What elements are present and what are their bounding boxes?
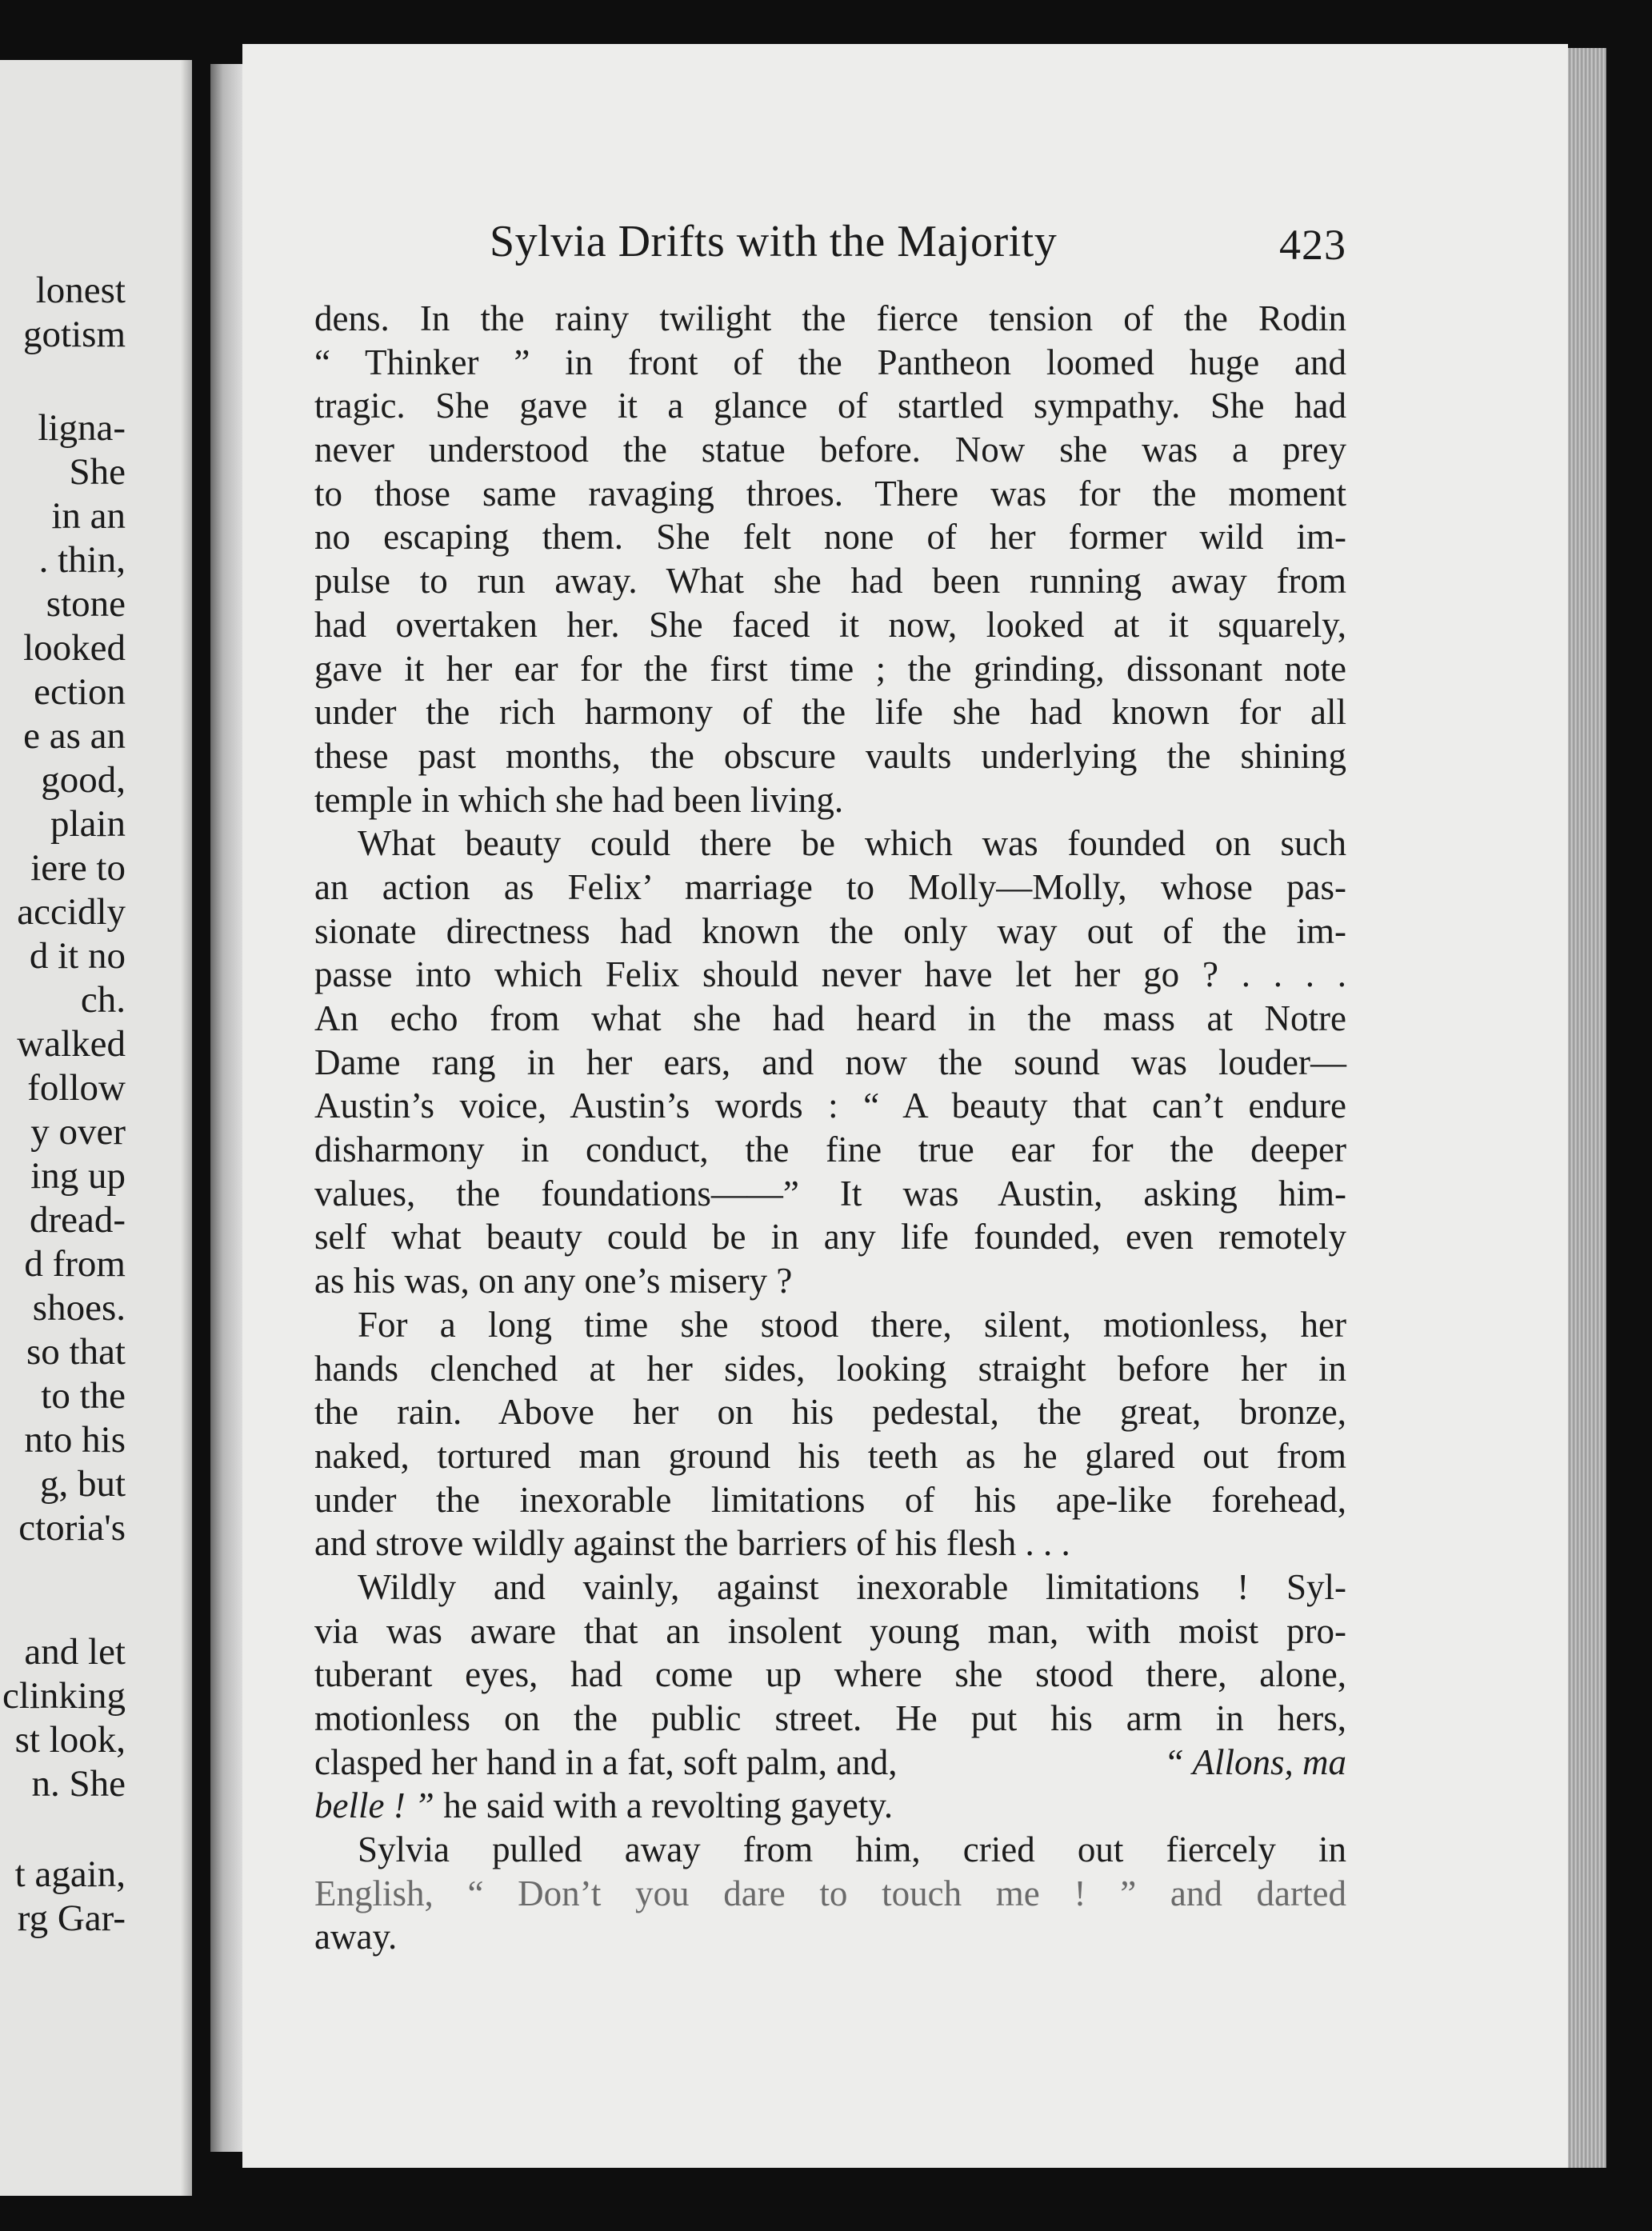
text-line: hands clenched at her sides, looking straight before her in	[314, 1348, 1346, 1389]
left-page-line-fragment: ing up	[30, 1155, 126, 1197]
left-page-line-fragment: stone	[46, 583, 126, 625]
text-segment: he said with a revolting gayety.	[443, 1785, 894, 1826]
text-line: sionate directness had known the only way out of the im-	[314, 910, 1346, 951]
text-line: English, “ Don’t you dare to touch me ! ” and darted	[314, 1873, 1346, 1913]
text-line: values, the foundations——” It was Austin, asking him-	[314, 1173, 1346, 1213]
text-line: temple in which she had been living.	[314, 779, 844, 820]
text-line: had overtaken her. She faced it now, looked at it squarely,	[314, 604, 1346, 645]
left-page-line-fragment: so that	[26, 1331, 126, 1373]
text-line: disharmony in conduct, the fine true ear for the deeper	[314, 1129, 1346, 1170]
text-line: self what beauty could be in any life founded, even remotely	[314, 1217, 1346, 1257]
left-page-line-fragment: to the	[41, 1375, 126, 1417]
page-header	[242, 214, 1568, 270]
paragraph-start-line: For a long time she stood there, silent, motionless, her	[358, 1304, 1346, 1345]
left-page-line-fragment: ection	[34, 671, 126, 713]
text-line: “ Thinker ” in front of the Pantheon loomed huge and	[314, 342, 1346, 382]
text-line: an action as Felix’ marriage to Molly—Molly, whose pas-	[314, 866, 1346, 907]
right-page	[242, 44, 1568, 2168]
text-line: via was aware that an insolent young man, with moist pro-	[314, 1610, 1346, 1651]
body-text	[314, 297, 1346, 1959]
left-page-line-fragment: iere to	[30, 847, 126, 889]
text-line: under the rich harmony of the life she had known for all	[314, 692, 1346, 733]
text-line: the rain. Above her on his pedestal, the great, bronze,	[314, 1392, 1346, 1433]
text-line: Austin’s voice, Austin’s words : “ A beauty that can’t endure	[314, 1086, 1346, 1126]
page-edge	[1568, 48, 1606, 2168]
left-page-line-fragment: . thin,	[38, 539, 126, 581]
left-page-line-fragment: dread-	[29, 1199, 126, 1241]
text-line: as his was, on any one’s misery ?	[314, 1261, 793, 1301]
text-line: naked, tortured man ground his teeth as he glared out from	[314, 1435, 1346, 1476]
left-page-line-fragment: y over	[30, 1111, 126, 1153]
paragraph-start-line: Sylvia pulled away from him, cried out fiercely in	[358, 1829, 1346, 1870]
left-page-line-fragment: walked	[17, 1023, 126, 1065]
left-page-line-fragment: d it no	[29, 935, 126, 977]
text-line: dens. In the rainy twilight the fierce tension of the Rodin	[314, 298, 1346, 338]
text-line: no escaping them. She felt none of her former wild im-	[314, 517, 1346, 558]
text-line: passe into which Felix should never have let her go ? . . . .	[314, 954, 1346, 995]
paragraph-start-line: What beauty could there be which was founded on such	[358, 823, 1346, 864]
text-line: An echo from what she had heard in the mass at Notre	[314, 998, 1346, 1038]
paragraph-start-line: Wildly and vainly, against inexorable limitations ! Syl-	[358, 1566, 1346, 1607]
left-page-line-fragment: shoes.	[32, 1287, 126, 1329]
text-line: tragic. She gave it a glance of startled sympathy. She had	[314, 386, 1346, 426]
text-line: never understood the statue before. Now she was a prey	[314, 430, 1346, 470]
text-line: and strove wildly against the barriers of his flesh . . .	[314, 1523, 1070, 1564]
left-page-line-fragment: ch.	[80, 979, 126, 1021]
left-page-line-fragment: follow	[27, 1067, 126, 1109]
left-page-line-fragment: in an	[51, 495, 126, 537]
page-number: 423	[1279, 221, 1346, 269]
left-page-text	[0, 60, 192, 2196]
left-page-line-fragment: plain	[50, 803, 126, 845]
left-page-line-fragment: d from	[24, 1243, 126, 1285]
left-page-line-fragment: st look,	[14, 1719, 126, 1761]
text-line: gave it her ear for the first time ; the grinding, dissonant note	[314, 648, 1346, 689]
left-page-line-fragment: She	[69, 451, 126, 493]
text-line: motionless on the public street. He put his arm in hers,	[314, 1698, 1346, 1738]
text-line: under the inexorable limitations of his ape-like forehead,	[314, 1479, 1346, 1520]
running-head: Sylvia Drifts with the Majority	[490, 217, 1058, 266]
text-line: tuberant eyes, had come up where she stood there, alone,	[314, 1654, 1346, 1695]
left-page-line-fragment: rg Gar-	[17, 1897, 126, 1939]
left-page-line-fragment: and let	[24, 1631, 126, 1673]
left-page-line-fragment: t again,	[14, 1853, 126, 1895]
text-line: to those same ravaging throes. There was for the moment	[314, 473, 1346, 514]
text-line-with-italic	[314, 1784, 1346, 1828]
left-page-line-fragment: clinking	[2, 1675, 126, 1717]
left-page-line-fragment: good,	[41, 759, 126, 801]
left-page-line-fragment: gotism	[23, 314, 126, 355]
text-line: away.	[314, 1917, 398, 1957]
left-page-line-fragment: ctoria's	[18, 1507, 126, 1549]
book-gutter	[210, 64, 242, 2152]
left-page-line-fragment: accidly	[17, 891, 126, 933]
left-page-shadow	[181, 60, 192, 2196]
left-page-line-fragment: nto his	[24, 1419, 126, 1461]
left-page-line-fragment: lonest	[35, 270, 126, 311]
left-page-line-fragment: looked	[23, 627, 126, 669]
left-page-line-fragment: n. She	[31, 1763, 126, 1805]
italic-phrase: “ Allons, ma	[1164, 1741, 1346, 1782]
left-page-line-fragment: g, but	[39, 1463, 126, 1505]
italic-phrase: belle ! ”	[314, 1785, 434, 1826]
left-page-line-fragment: e as an	[23, 715, 126, 757]
text-line: pulse to run away. What she had been running away from	[314, 561, 1346, 602]
text-line-with-italic	[314, 1741, 1346, 1785]
left-page-line-fragment: ligna-	[38, 407, 126, 449]
left-page-fragment	[0, 60, 192, 2196]
text-line: these past months, the obscure vaults underlying the shining	[314, 735, 1346, 776]
text-segment: clasped her hand in a fat, soft palm, and,	[314, 1741, 898, 1782]
text-line: Dame rang in her ears, and now the sound was louder—	[314, 1042, 1346, 1082]
